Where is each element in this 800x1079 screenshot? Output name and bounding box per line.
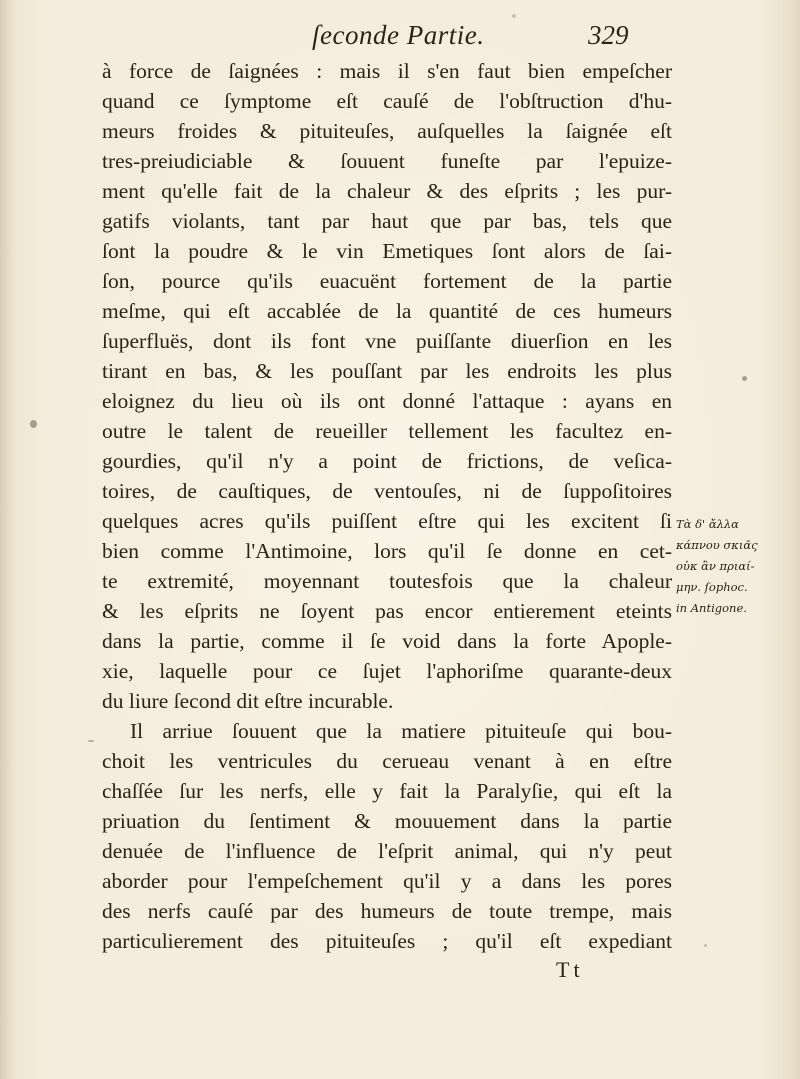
text-line: & les eſprits ne ſoyent pas encor entierement eteints — [102, 599, 672, 623]
text-line: du liure ſecond dit eſtre incurable. — [102, 689, 394, 713]
text-line: aborder pour l'empeſchement qu'il y a dans les pores — [102, 869, 672, 893]
text-line: gourdies, qu'il n'y a point de frictions, de veſica- — [102, 449, 672, 473]
page-number: 329 — [588, 20, 629, 50]
text-line: toires, de cauſtiques, de ventouſes, ni de ſuppoſitoires — [102, 479, 672, 503]
text-line: tirant en bas, & les pouſſant par les endroits les plus — [102, 359, 672, 383]
text-line: ment qu'elle fait de la chaleur & des eſprits ; les pur- — [102, 179, 672, 203]
text-line-paragraph-start: Il arriue ſouuent que la matiere pituiteuſe qui bou- — [130, 719, 672, 743]
paper-speck — [88, 740, 94, 742]
paper-speck — [742, 376, 747, 381]
text-line: meurs froides & pituiteuſes, auſquelles la ſaignée eſt — [102, 119, 672, 143]
paper-speck — [30, 420, 37, 428]
text-line: quelques acres qu'ils puiſſent eſtre qui les excitent ſi — [102, 509, 672, 533]
text-line: xie, laquelle pour ce ſujet l'aphoriſme quarante-deux — [102, 659, 672, 683]
margin-note-line: οὐκ ἂν πριαί- — [676, 559, 755, 573]
catchword: Tt — [556, 957, 584, 982]
text-line: dans la partie, comme il ſe void dans la forte Apople- — [102, 629, 672, 653]
text-line: bien comme l'Antimoine, lors qu'il ſe donne en cet- — [102, 539, 672, 563]
text-line: à force de ſaignées : mais il s'en faut bien empeſcher — [102, 59, 672, 83]
text-line: choit les ventricules du cerueau venant à en eſtre — [102, 749, 672, 773]
margin-note — [676, 514, 794, 619]
paper-speck — [512, 14, 516, 18]
text-line: ſont la poudre & le vin Emetiques ſont alors de ſai- — [102, 239, 672, 263]
text-line: priuation du ſentiment & mouuement dans la partie — [102, 809, 672, 833]
margin-note-line: Τὰ δ' ἄλλα — [676, 517, 739, 531]
text-line: des nerfs cauſé par des humeurs de toute trempe, mais — [102, 899, 672, 923]
text-line: quand ce ſymptome eſt cauſé de l'obſtruction d'hu- — [102, 89, 672, 113]
text-line: gatifs violants, tant par haut que par bas, tels que — [102, 209, 672, 233]
text-line: tres-preiudiciable & ſouuent funeſte par l'epuize- — [102, 149, 672, 173]
running-title: ſeconde Partie. — [312, 20, 485, 50]
text-line: outre le talent de reueiller tellement les facultez en- — [102, 419, 672, 443]
text-line: meſme, qui eſt accablée de la quantité de ces humeurs — [102, 299, 672, 323]
paper-speck — [704, 944, 707, 947]
margin-note-line: μην. ſophoc. — [676, 580, 748, 594]
text-line: te extremité, moyennant toutesfois que la chaleur — [102, 569, 672, 593]
text-line: denuée de l'influence de l'eſprit animal, qui n'y peut — [102, 839, 672, 863]
margin-note-line: κάπνου σκιᾶς — [676, 538, 758, 552]
margin-note-line: in Antigone. — [676, 601, 747, 615]
page-header — [0, 20, 800, 54]
text-line: eloignez du lieu où ils ont donné l'attaque : ayans en — [102, 389, 672, 413]
text-line: ſuperfluës, dont ils font vne puiſſante diuerſion en les — [102, 329, 672, 353]
text-line: ſon, pource qu'ils euacuënt fortement de la partie — [102, 269, 672, 293]
text-line: particulierement des pituiteuſes ; qu'il eſt expediant — [102, 929, 672, 953]
text-line: chaſſée ſur les nerfs, elle y fait la Paralyſie, qui eſt la — [102, 779, 672, 803]
